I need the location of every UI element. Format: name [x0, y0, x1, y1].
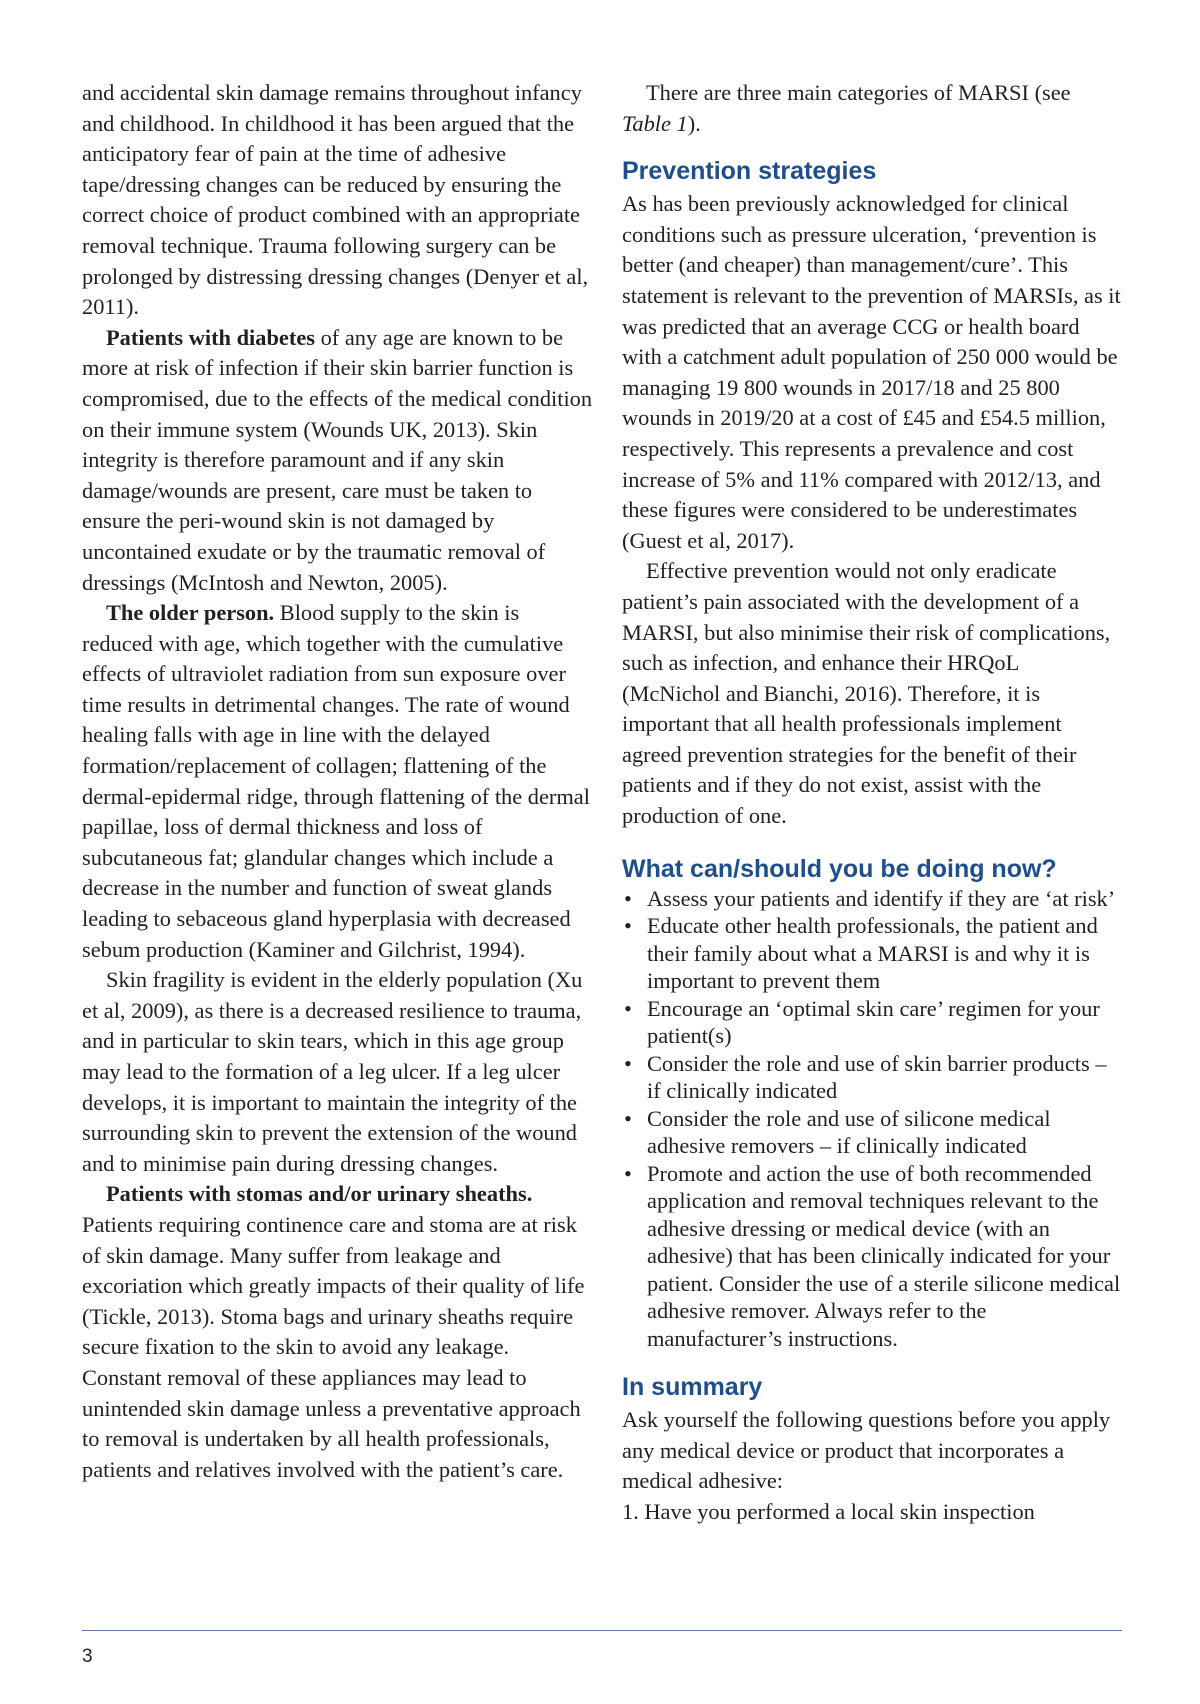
categories-text: There are three main categories of MARSI (see: [646, 80, 1071, 105]
list-item-text: Consider the role and use of skin barrier products – if clinically indicated: [647, 1050, 1107, 1104]
list-item: [622, 1050, 1122, 1105]
list-item: [622, 912, 1122, 995]
left-column: [82, 78, 594, 1485]
paragraph-stomas: [82, 1179, 594, 1485]
heading-in-summary: In summary: [622, 1373, 763, 1402]
footer-divider: [82, 1630, 1122, 1631]
paragraph-diabetes: [82, 323, 594, 598]
lead-diabetes: Patients with diabetes: [106, 324, 315, 350]
paragraph-older-person: [82, 598, 594, 965]
paragraph-skin-fragility: Skin fragility is evident in the elderly population (Xu et al, 2009), as there is a decreased resilience to trauma, and in particular to skin tears, which in this age group may lead to the formation of a leg ulcer. If a leg ulcer develops, it is important to maintain the integrity of the surrounding skin to prevent the extension of the wound and to minimise pain during dressing changes.: [82, 967, 583, 1176]
paragraph-effective-prevention: Effective prevention would not only eradicate patient’s pain associated with the development of a MARSI, but also minimise their risk of complications, such as infection, and enhance their HRQoL (McNichol and Bianchi, 2016). Therefore, it is important that all health professionals implement agreed prevention strategies for the benefit of their patients and if they do not exist, assist with the production of one.: [622, 558, 1111, 829]
list-item: [622, 885, 1122, 913]
list-item: [622, 1105, 1122, 1160]
list-item-text: Encourage an ‘optimal skin care’ regimen for your patient(s): [647, 995, 1100, 1049]
paragraph-summary: Ask yourself the following questions before you apply any medical device or product that incorporates a medical adhesive:: [622, 1407, 1111, 1494]
bullet-icon: •: [624, 995, 632, 1021]
paragraph-infancy: and accidental skin damage remains throughout infancy and childhood. In childhood it has been argued that the anticipatory fear of pain at the time of adhesive tape/dressing changes can be reduced by ensuring the correct choice of product combined with an appropriate removal technique. Trauma following surgery can be prolonged by distressing dressing changes (Denyer et al, 2011).: [82, 80, 589, 320]
bullet-icon: •: [624, 913, 632, 939]
list-item-text: Consider the role and use of silicone medical adhesive removers – if clinically indicated: [647, 1105, 1051, 1159]
list-item: [622, 1160, 1122, 1353]
heading-what-to-do-now: What can/should you be doing now?: [622, 854, 1057, 883]
right-column: [622, 78, 1122, 1528]
older-person-body: Blood supply to the skin is reduced with age, which together with the cumulative effects of ultraviolet radiation from sun exposure over time results in detrimental changes. The rate of wound healing falls with age in line with the delayed formation/replacement of collagen; flattening of the dermal-epidermal ridge, through flattening of the dermal papillae, loss of dermal thickness and loss of subcutaneous fat; glandular changes which include a decrease in the number and function of sweat glands leading to sebaceous gland hyperplasia with decreased sebum production (Kaminer and Gilchrist, 1994).: [82, 600, 590, 962]
list-item-text: Assess your patients and identify if they are ‘at risk’: [647, 885, 1116, 911]
stomas-body: Patients requiring continence care and stoma are at risk of skin damage. Many suffer from leakage and excoriation which greatly impacts of their quality of life (Tickle, 2013). Stoma bags and urinary sheaths require secure fixation to the skin to avoid any leakage. Constant removal of these appliances may lead to unintended skin damage unless a preventative approach to removal is undertaken by all health professionals, patients and relatives involved with the patient’s care.: [82, 1211, 585, 1482]
bullet-icon: •: [624, 885, 632, 911]
list-item-text: Promote and action the use of both recommended application and removal techniques relevant to the adhesive dressing or medical device (with an adhesive) that has been clinically indicated for your patient. Consider the use of a sterile silicone medical adhesive remover. Always refer to the manufacturer’s instructions.: [647, 1160, 1121, 1351]
heading-prevention-strategies: Prevention strategies: [622, 157, 877, 186]
paragraph-prevention: As has been previously acknowledged for clinical conditions such as pressure ulceration, ‘prevention is better (and cheaper) than management/cure’. This statement is relevant to the prevention of MARSIs, as it was predicted that an average CCG or health board with a catchment adult population of 250 000 would be managing 19 800 wounds in 2017/18 and 25 800 wounds in 2019/20 at a cost of £45 and £54.5 million, respectively. This represents a prevalence and cost increase of 5% and 11% compared with 2012/13, and these figures were considered to be underestimates (Guest et al, 2017).: [622, 191, 1121, 553]
diabetes-body: of any age are known to be more at risk of infection if their skin barrier function is compromised, due to the effects of the medical condition on their immune system (Wounds UK, 2013). Skin integrity is therefore paramount and if any skin damage/wounds are present, care must be taken to ensure the peri-wound skin is not damaged by uncontained exudate or by the traumatic removal of dressings (McIntosh and Newton, 2005).: [82, 324, 593, 595]
lead-older-person: The older person.: [106, 600, 275, 626]
lead-stomas: Patients with stomas and/or urinary sheaths.: [106, 1181, 533, 1207]
bullet-icon: •: [624, 1105, 632, 1131]
table-reference: Table 1: [622, 110, 688, 136]
bullet-icon: •: [624, 1160, 632, 1186]
paragraph-categories: [622, 78, 1122, 139]
summary-question-1: 1. Have you performed a local skin inspection: [622, 1498, 1035, 1524]
page-number: 3: [82, 1646, 93, 1667]
categories-end: ).: [687, 110, 701, 136]
action-list: [622, 885, 1122, 1353]
list-item: [622, 995, 1122, 1050]
list-item-text: Educate other health professionals, the patient and their family about what a MARSI is and why it is important to prevent them: [647, 913, 1098, 994]
bullet-icon: •: [624, 1050, 632, 1076]
